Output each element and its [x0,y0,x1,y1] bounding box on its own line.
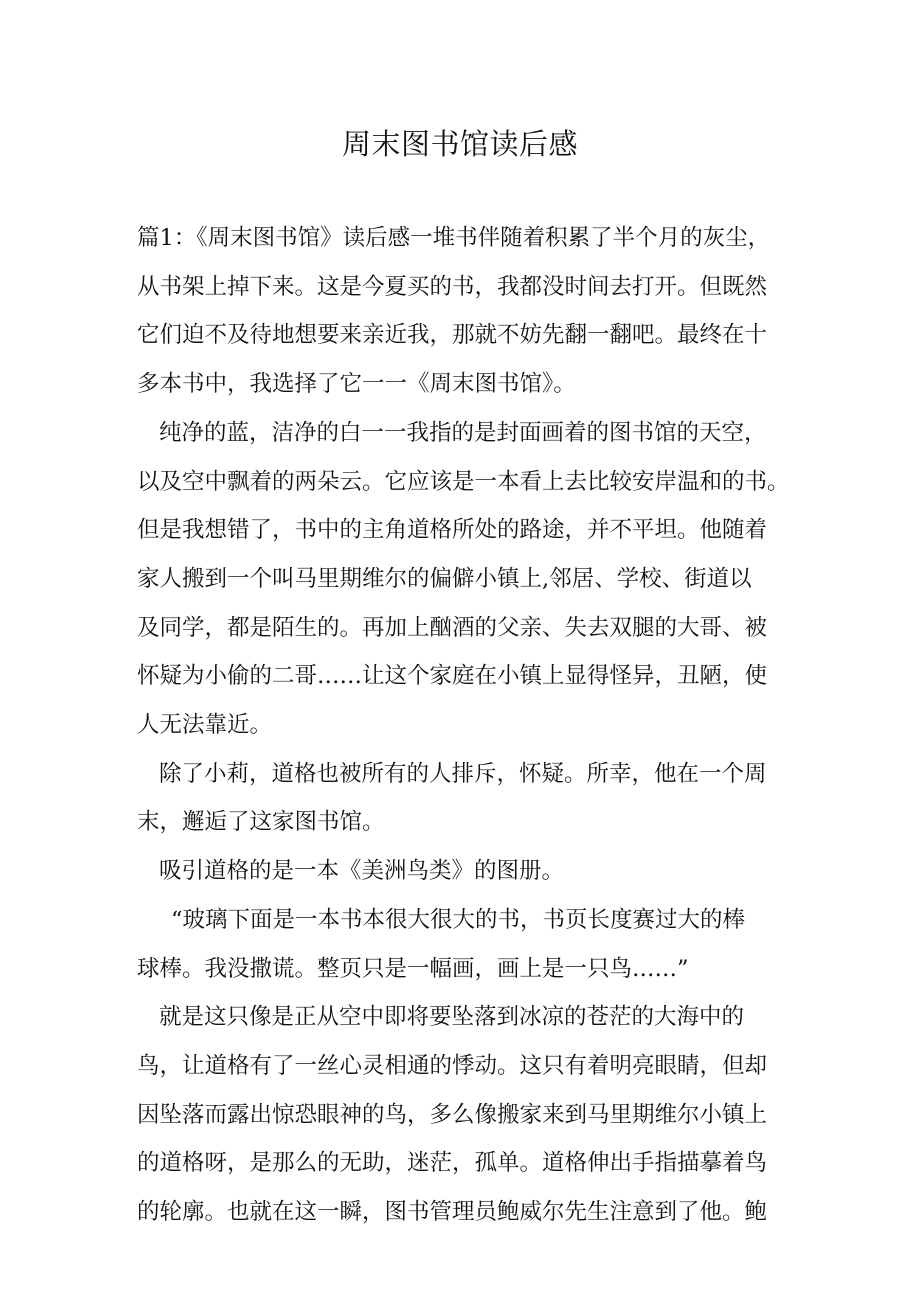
text-line: 的道格呀，是那么的无助，迷茫，孤单。道格伸出手指描摹着鸟 [137,1150,768,1177]
text-line: 吸引道格的是一本《美洲鸟类》的图册。 [159,858,565,885]
text-line: 的轮廓。也就在这一瞬，图书管理员鲍威尔先生注意到了他。鲍 [137,1199,768,1226]
paragraph-1 [137,214,797,409]
text-line: 及同学，都是陌生的。再加上酗酒的父亲、失去双腿的大哥、被 [137,614,768,641]
text-line: 家人搬到一个叫马里期维尔的偏僻小镇上,邻居、学校、街道以 [137,565,752,592]
text-line: 鸟，让道格有了一丝心灵相通的悸动。这只有着明亮眼睛，但却 [137,1052,768,1079]
text-line: 多本书中，我选择了它一一《周末图书馆》。 [137,371,576,398]
text-line: 人无法靠近。 [137,712,273,739]
text-line: 它们迫不及待地想要来亲近我，那就不妨先翻一翻吧。最终在十 [137,322,768,349]
document-title: 周末图书馆读后感 [341,127,578,161]
paragraph-3 [137,750,797,847]
text-line: 球棒。我没撒谎。整页只是一幅画，画上是一只鸟……” [137,955,689,982]
text-line: 末，邂逅了这家图书馆。 [137,809,385,836]
paragraph-5 [137,896,797,993]
text-line: 从书架上掉下来。这是今夏买的书，我都没时间去打开。但既然 [137,273,768,300]
text-line: 以及空中飘着的两朵云。它应该是一本看上去比较安岸温和的书。 [137,468,790,495]
text-line: 就是这只像是正从空中即将要坠落到冰凉的苍茫的大海中的 [159,1004,745,1031]
text-line: 篇1：《周末图书馆》读后感一堆书伴随着积累了半个月的灰尘， [137,225,771,251]
paragraph-4 [137,847,797,896]
text-line: 因坠落而露出惊恐眼神的鸟，多么像搬家来到马里期维尔小镇上 [137,1101,768,1128]
text-line: “玻璃下面是一本书本很大很大的书，书页长度赛过大的棒 [171,906,746,933]
text-line: 除了小莉，道格也被所有的人排斥，怀疑。所幸，他在一个周 [159,760,767,787]
document-body [137,214,797,1237]
paragraph-6 [137,993,797,1237]
paragraph-2 [137,409,797,750]
text-line: 怀疑为小偷的二哥……让这个家庭在小镇上显得怪异，丑陋，使 [137,663,768,690]
text-line: 纯净的蓝，洁净的白一一我指的是封面画着的图书馆的天空， [159,419,767,446]
text-line: 但是我想错了，书中的主角道格所处的路途，并不平坦。他随着 [137,517,768,544]
